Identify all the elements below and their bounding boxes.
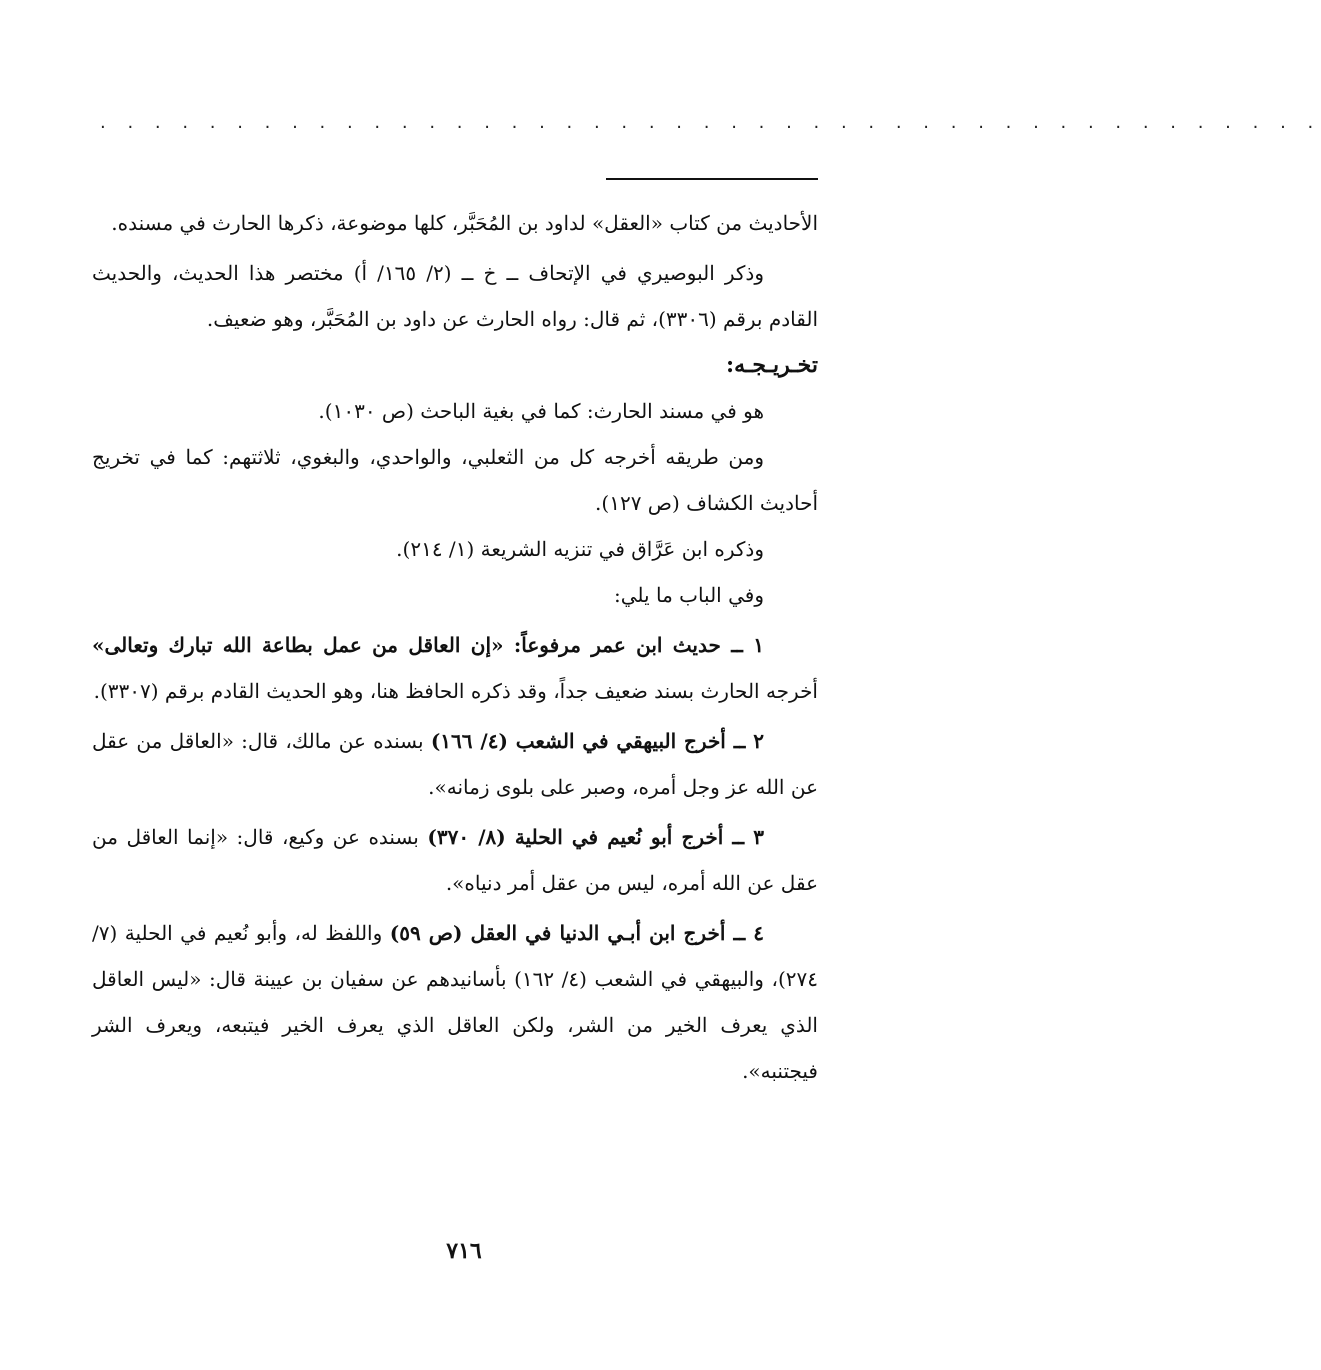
list-item-3 <box>92 814 818 906</box>
page-number: ٧١٦ <box>446 1238 482 1264</box>
list-item-4-lead: ٤ ــ أخرج ابن أبـي الدنيا في العقل (ص ٥٩) <box>389 921 765 945</box>
list-item-1 <box>92 622 818 714</box>
list-item-1-text: أخرجه الحارث بسند ضعيف جداً، وقد ذكره الحافظ هنا، وهو الحديث القادم برقم (٣٣٠٧). <box>93 679 818 703</box>
list-item-4 <box>92 910 818 1094</box>
footnote-rule <box>606 178 818 180</box>
paragraph-5: وذكره ابن عَرَّاق في تنزيه الشريعة (١/ ٢١٤). <box>396 537 764 561</box>
paragraph-3: هو في مسند الحارث: كما في بغية الباحث (ص ١٠٣٠). <box>318 399 764 423</box>
list-item-2 <box>92 718 818 810</box>
list-item-3-text: بسنده عن وكيع، قال: «إنما العاقل من عقل عن الله أمره، ليس من عقل أمر دنياه». <box>92 825 818 895</box>
list-item-2-lead: ٢ ــ أخرج البيهقي في الشعب (٤/ ١٦٦) <box>430 729 765 753</box>
list-item-1-lead: ١ ــ حديث ابن عمر مرفوعاً: «إن العاقل من عمل بطاعة الله تبارك وتعالى» <box>92 633 764 657</box>
paragraph-1: الأحاديث من كتاب «العقل» لداود بن المُحَبَّر، كلها موضوعة، ذكرها الحارث في مسنده. <box>111 211 818 235</box>
paragraph-2: وذكر البوصيري في الإتحاف ــ خ ــ (٢/ ١٦٥/ أ) مختصر هذا الحديث، والحديث القادم برقم (٣٣٠٦)، ثم قال: رواه الحارث عن داود بن المُحَبَّر، وهو ضعيف. <box>92 261 818 331</box>
paragraph-6: وفي الباب ما يلي: <box>614 583 764 607</box>
list-item-2-text: بسنده عن مالك، قال: «العاقل من عقل عن الله عز وجل أمره، وصبر على بلوى زمانه». <box>92 729 818 799</box>
footnote-body <box>92 200 818 1094</box>
list-item-4-text: واللفظ له، وأبو نُعيم في الحلية (٧/ ٢٧٤)، والبيهقي في الشعب (٤/ ١٦٢) بأسانيدهم عن سفيان بن عيينة قال: «ليس العاقل الذي يعرف الخير من الشر، ولكن العاقل الذي يعرف الخير فيتبعه، ويعرف الشر فيجتنبه». <box>92 921 818 1083</box>
list-item-3-lead: ٣ ــ أخرج أبو نُعيم في الحلية (٨/ ٣٧٠) <box>427 825 764 849</box>
dotted-separator: . . . . . . . . . . . . . . . . . . . . . . . . . . . . . . . . . . . . . . . . . . . . . <box>100 112 1321 133</box>
section-heading: تخـريـجـه: <box>725 352 818 378</box>
paragraph-4: ومن طريقه أخرجه كل من الثعلبي، والواحدي، والبغوي، ثلاثتهم: كما في تخريج أحاديث الكشاف (ص ١٢٧). <box>92 445 818 515</box>
